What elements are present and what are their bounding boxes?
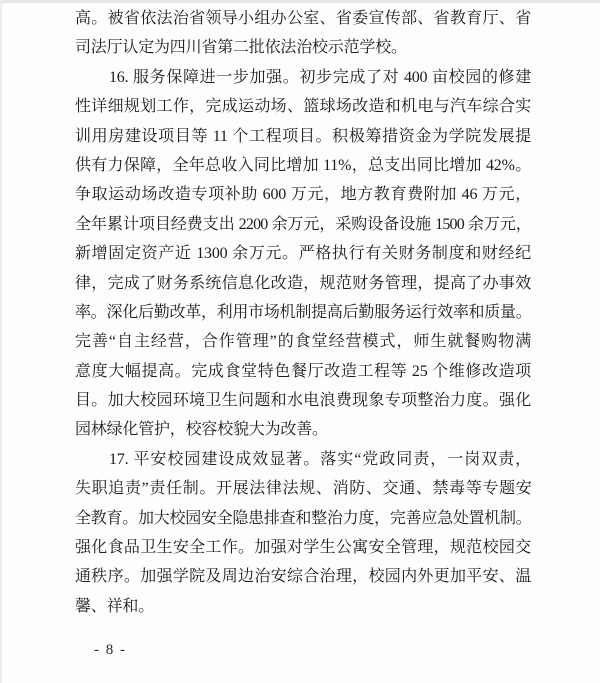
text-line: 性详细规划工作，完成运动场、篮球场改造和机电与汽车综合实 xyxy=(75,98,531,116)
text-line: 强化食品卫生安全工作。加强对学生公寓安全管理，规范校园交 xyxy=(75,539,531,557)
text-line: 失职追责”责任制。开展法律法规、消防、交通、禁毒等专题安 xyxy=(75,480,531,498)
text-line: 意度大幅提高。完成食堂特色餐厅改造工程等 25 个维修改造项 xyxy=(75,362,531,380)
text-line: 17. 平安校园建设成效显著。落实“党政同责，一岗双责， xyxy=(109,450,531,468)
text-line: 16. 服务保障进一步加强。初步完成了对 400 亩校园的修建 xyxy=(109,68,531,86)
page-number: - 8 - xyxy=(94,642,127,658)
text-line: 完善“自主经营，合作管理”的食堂经营模式，师生就餐购物满 xyxy=(75,333,531,351)
text-line: 通秩序。加强学院及周边治安综合治理，校园内外更加平安、温 xyxy=(75,568,531,586)
scan-top-edge xyxy=(0,0,600,3)
text-line: 训用房建设项目等 11 个工程项目。积极筹措资金为学院发展提 xyxy=(75,127,531,145)
text-line: 全教育。加大校园安全隐患排查和整治力度，完善应急处置机制。 xyxy=(75,509,531,527)
text-line: 目。加大校园环境卫生问题和水电浪费现象专项整治力度。强化 xyxy=(75,392,531,410)
text-line: 馨、祥和。 xyxy=(75,597,155,615)
text-line: 园林绿化管护，校容校貌大为改善。 xyxy=(75,421,328,439)
text-line: 新增固定资产近 1300 余万元。严格执行有关财务制度和财经纪 xyxy=(75,245,531,263)
text-body xyxy=(75,4,531,621)
text-line: 率。深化后勤改革，利用市场机制提高后勤服务运行效率和质量。 xyxy=(75,303,531,321)
text-line: 争取运动场改造专项补助 600 万元，地方教育费附加 46 万元， xyxy=(75,186,531,204)
text-line: 律，完成了财务系统信息化改造，规范财务管理，提高了办事效 xyxy=(75,274,531,292)
text-line: 司法厅认定为四川省第二批依法治校示范学校。 xyxy=(75,39,407,57)
text-line: 高。被省依法治省领导小组办公室、省委宣传部、省教育厅、省 xyxy=(75,10,531,27)
scan-left-edge xyxy=(0,0,2,683)
text-line: 供有力保障，全年总收入同比增加 11%，总支出同比增加 42%。 xyxy=(75,156,531,174)
text-line: 全年累计项目经费支出 2200 余万元，采购设备设施 1500 余万元， xyxy=(75,215,531,233)
